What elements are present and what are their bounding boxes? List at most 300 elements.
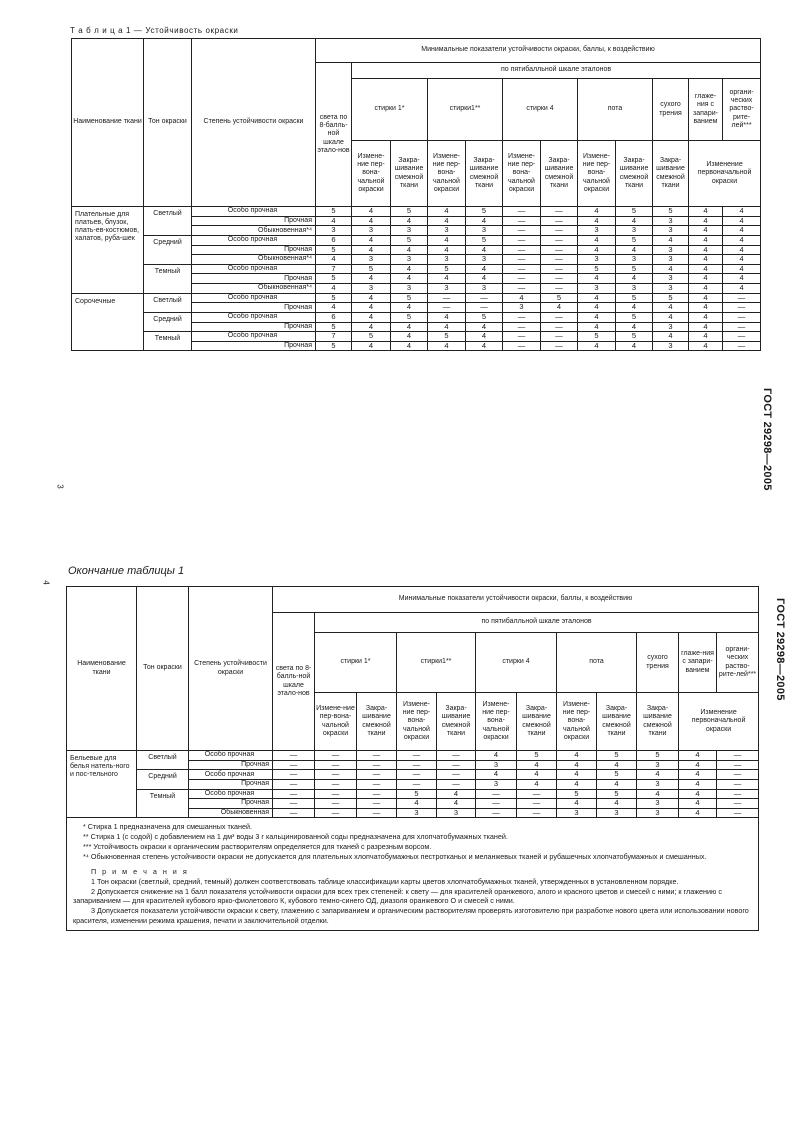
value-cell: 5 (541, 293, 578, 303)
value-cell: — (723, 322, 761, 332)
value-cell: 5 (316, 207, 352, 217)
grade-cell: Обыкновенная*⁴ (192, 226, 316, 236)
value-cell: — (357, 770, 397, 780)
value-cell: — (717, 808, 759, 818)
value-cell: 4 (391, 303, 428, 313)
value-cell: 3 (466, 226, 503, 236)
value-cell: — (541, 207, 578, 217)
table-row (72, 235, 761, 245)
value-cell: — (541, 264, 578, 274)
value-cell: 4 (517, 779, 557, 789)
value-cell: — (517, 799, 557, 809)
value-cell: — (717, 789, 759, 799)
grade-cell: Особо прочная (192, 264, 316, 274)
table-row (67, 751, 759, 761)
value-cell: — (397, 770, 437, 780)
value-cell: — (503, 245, 541, 255)
value-cell: — (397, 760, 437, 770)
value-cell: 3 (476, 760, 517, 770)
value-cell: 3 (637, 799, 679, 809)
grade-cell: Прочная (192, 245, 316, 255)
value-cell: 5 (597, 770, 637, 780)
value-cell: — (541, 255, 578, 265)
value-cell: 4 (557, 799, 597, 809)
page-number: 3 (55, 484, 65, 489)
grade-cell: Прочная (192, 274, 316, 284)
value-cell: 3 (653, 245, 689, 255)
value-cell: 4 (503, 293, 541, 303)
value-cell: 4 (689, 341, 723, 351)
table-caption: Т а б л и ц а 1 — Устойчивость окраски (70, 26, 239, 35)
value-cell: 4 (689, 226, 723, 236)
value-cell: 3 (428, 226, 466, 236)
header-change: Измене-ние пер-вона-чальной окраски (476, 693, 517, 751)
header-org: органи-ческих раство-рите-лей*** (723, 79, 761, 141)
value-cell: 4 (466, 245, 503, 255)
value-cell: — (476, 799, 517, 809)
value-cell: 4 (653, 303, 689, 313)
value-cell: — (723, 341, 761, 351)
value-cell: — (437, 770, 476, 780)
value-cell: 4 (428, 341, 466, 351)
value-cell: 5 (391, 293, 428, 303)
value-cell: 4 (466, 341, 503, 351)
value-cell: 4 (466, 264, 503, 274)
table-row (72, 293, 761, 303)
value-cell: 4 (557, 770, 597, 780)
tone-cell: Темный (144, 332, 192, 351)
grade-cell: Обыкновенная (189, 808, 273, 818)
value-cell: 4 (653, 235, 689, 245)
value-cell: 4 (578, 341, 616, 351)
value-cell: 5 (352, 264, 391, 274)
grade-cell: Особо прочная (189, 789, 273, 799)
value-cell: — (723, 293, 761, 303)
value-cell: 4 (689, 207, 723, 217)
value-cell: 4 (723, 284, 761, 294)
grade-cell: Прочная (192, 322, 316, 332)
value-cell: — (428, 293, 466, 303)
value-cell: 4 (723, 264, 761, 274)
header-wash1: стирки 1* (315, 633, 397, 693)
grade-cell: Особо прочная (192, 312, 316, 322)
value-cell: 5 (391, 207, 428, 217)
tone-cell: Средний (137, 770, 189, 789)
value-cell: 4 (578, 274, 616, 284)
value-cell: — (273, 779, 315, 789)
value-cell: 4 (653, 332, 689, 342)
value-cell: 4 (679, 808, 717, 818)
grade-cell: Прочная (192, 216, 316, 226)
value-cell: — (357, 789, 397, 799)
grade-cell: Обыкновенная*⁴ (192, 284, 316, 294)
gost-label: ГОСТ 29298—2005 (761, 388, 773, 491)
tone-cell: Светлый (137, 751, 189, 770)
value-cell: 3 (616, 255, 653, 265)
header-name: Наименование ткани (72, 39, 144, 207)
value-cell: 4 (578, 245, 616, 255)
value-cell: — (541, 284, 578, 294)
value-cell: 3 (653, 322, 689, 332)
tone-cell: Светлый (144, 293, 192, 312)
value-cell: — (541, 332, 578, 342)
header-grade: Степень устойчивости окраски (192, 39, 316, 207)
tone-cell: Темный (144, 264, 192, 293)
value-cell: 3 (391, 226, 428, 236)
value-cell: — (357, 808, 397, 818)
value-cell: 4 (653, 312, 689, 322)
value-cell: 5 (597, 751, 637, 761)
value-cell: — (723, 303, 761, 313)
value-cell: 3 (391, 255, 428, 265)
value-cell: 4 (352, 207, 391, 217)
page-number: 4 (41, 580, 51, 585)
value-cell: 4 (689, 293, 723, 303)
tone-cell: Светлый (144, 207, 192, 236)
value-cell: 4 (352, 312, 391, 322)
header-stain: Закра-шивание смежной ткани (357, 693, 397, 751)
value-cell: 4 (557, 751, 597, 761)
value-cell: 4 (723, 235, 761, 245)
value-cell: 3 (653, 255, 689, 265)
value-cell: — (717, 779, 759, 789)
value-cell: — (273, 789, 315, 799)
value-cell: 3 (428, 284, 466, 294)
header-light: света по 8-балль-ной шкале этало-нов (273, 613, 315, 751)
value-cell: — (503, 235, 541, 245)
value-cell: 3 (578, 255, 616, 265)
value-cell: 4 (437, 789, 476, 799)
value-cell: 4 (597, 779, 637, 789)
value-cell: — (315, 789, 357, 799)
footnote-4: *⁴ Обыкновенная степень устойчивости окраски не допускается для плательных хлопчатобумажных пестротканых и меланжевых тканей и рубашечных хлопчатобумажных и смешанных. (83, 851, 707, 861)
grade-cell: Обыкновенная*⁴ (192, 255, 316, 265)
value-cell: 4 (391, 332, 428, 342)
value-cell: — (717, 760, 759, 770)
header-stain: Закра-шивание смежной ткани (517, 693, 557, 751)
header-sweat: пота (557, 633, 637, 693)
note-2: 2 Допускается снижение на 1 балл показателя устойчивости окраски для всех трех степеней: к свету — для красителей оранжевого, алого и красного цветов и смесей с ними; к глажению с запариванием — для красителей кубового ярко-фиолетового К, кубового темно-синего ОД, диазоля оранжевого О и смесей с ними. (73, 886, 722, 906)
value-cell: 4 (352, 322, 391, 332)
value-cell: 4 (637, 770, 679, 780)
value-cell: 4 (679, 799, 717, 809)
value-cell: — (717, 751, 759, 761)
value-cell: 3 (653, 341, 689, 351)
value-cell: 4 (437, 799, 476, 809)
value-cell: 4 (689, 274, 723, 284)
header-change: Измене-ние пер-вона-чальной окраски (503, 141, 541, 207)
header-org: органи-ческих раство-рите-лей*** (717, 633, 759, 693)
value-cell: 7 (316, 264, 352, 274)
value-cell: 4 (597, 760, 637, 770)
value-cell: 3 (653, 274, 689, 284)
value-cell: 4 (517, 760, 557, 770)
value-cell: — (517, 808, 557, 818)
value-cell: — (723, 312, 761, 322)
value-cell: 4 (391, 274, 428, 284)
value-cell: 4 (723, 255, 761, 265)
value-cell: 7 (316, 332, 352, 342)
value-cell: 4 (689, 303, 723, 313)
value-cell: 4 (679, 770, 717, 780)
value-cell: 6 (316, 312, 352, 322)
value-cell: 4 (352, 235, 391, 245)
value-cell: 4 (578, 216, 616, 226)
value-cell: 4 (679, 760, 717, 770)
value-cell: 3 (637, 779, 679, 789)
value-cell: 6 (316, 235, 352, 245)
value-cell: 5 (578, 332, 616, 342)
value-cell: 5 (578, 264, 616, 274)
header-change: Измене-ние пер-вона-чальной окраски (578, 141, 616, 207)
value-cell: 4 (689, 235, 723, 245)
header-change: Измене-ние пер-вона-чальной окраски (352, 141, 391, 207)
grade-cell: Особо прочная (189, 751, 273, 761)
footnote-3: *** Устойчивость окраски к органическим растворителям определяется для тканей с разрезным ворсом. (83, 841, 432, 851)
value-cell: 4 (578, 207, 616, 217)
footnote-1: * Стирка 1 предназначена для смешанных тканей. (83, 822, 253, 832)
grade-cell: Прочная (189, 779, 273, 789)
value-cell: 5 (428, 332, 466, 342)
value-cell: 4 (723, 216, 761, 226)
value-cell: 5 (391, 312, 428, 322)
value-cell: — (503, 226, 541, 236)
value-cell: 4 (316, 303, 352, 313)
header-change: Измене-ние пер-вона-чальной окраски (428, 141, 466, 207)
header-stain: Закра-шивание смежной ткани (466, 141, 503, 207)
value-cell: — (466, 303, 503, 313)
value-cell: 5 (653, 207, 689, 217)
header-min: Минимальные показатели устойчивости окраски, баллы, к воздействию (273, 587, 759, 613)
value-cell: 5 (352, 332, 391, 342)
value-cell: 3 (352, 255, 391, 265)
value-cell: 3 (466, 255, 503, 265)
header-tone: Тон окраски (144, 39, 192, 207)
tone-cell: Средний (144, 235, 192, 264)
value-cell: — (437, 760, 476, 770)
value-cell: 4 (391, 322, 428, 332)
header-wash4: стирки 4 (503, 79, 578, 141)
value-cell: — (357, 751, 397, 761)
value-cell: — (541, 322, 578, 332)
stability-table (71, 38, 761, 351)
value-cell: 4 (428, 216, 466, 226)
value-cell: 4 (352, 303, 391, 313)
header-stain: Закра-шивание смежной ткани (437, 693, 476, 751)
value-cell: 4 (466, 322, 503, 332)
header-change: Измене-ние пер-вона-чальной окраски (557, 693, 597, 751)
value-cell: 4 (723, 207, 761, 217)
value-cell: — (397, 751, 437, 761)
value-cell: 4 (466, 274, 503, 284)
grade-cell: Особо прочная (192, 235, 316, 245)
value-cell: 3 (391, 284, 428, 294)
value-cell: 4 (616, 274, 653, 284)
value-cell: 5 (653, 293, 689, 303)
value-cell: 4 (557, 760, 597, 770)
value-cell: 4 (428, 245, 466, 255)
value-cell: 5 (428, 264, 466, 274)
header-change-orig: Изменение первоначальной окраски (679, 693, 759, 751)
value-cell: 4 (597, 799, 637, 809)
value-cell: 5 (316, 341, 352, 351)
header-stain: Закра-шивание смежной ткани (616, 141, 653, 207)
value-cell: 5 (316, 245, 352, 255)
value-cell: 4 (689, 312, 723, 322)
header-change-orig: Изменение первоначальной окраски (689, 141, 761, 207)
value-cell: — (503, 341, 541, 351)
header-stain: Закра-шивание смежной ткани (391, 141, 428, 207)
value-cell: — (466, 293, 503, 303)
value-cell: 4 (352, 245, 391, 255)
fabric-name: Сорочечные (72, 293, 144, 351)
grade-cell: Особо прочная (189, 770, 273, 780)
value-cell: — (717, 799, 759, 809)
value-cell: 5 (466, 207, 503, 217)
value-cell: 3 (653, 284, 689, 294)
value-cell: 4 (689, 264, 723, 274)
value-cell: 3 (316, 226, 352, 236)
value-cell: — (315, 760, 357, 770)
value-cell: 4 (653, 264, 689, 274)
value-cell: 4 (578, 303, 616, 313)
value-cell: 4 (616, 245, 653, 255)
value-cell: 5 (466, 235, 503, 245)
value-cell: 3 (503, 303, 541, 313)
table-row (72, 332, 761, 342)
value-cell: 4 (517, 770, 557, 780)
header-wash1s: стирки1** (397, 633, 476, 693)
header-light: света по 8-балль-ной шкале этало-нов (316, 63, 352, 207)
value-cell: 4 (723, 274, 761, 284)
table-row (72, 312, 761, 322)
table-row (67, 770, 759, 780)
header-wash1s: стирки1** (428, 79, 503, 141)
header-change: Измене-ние пер-вона-чальной окраски (315, 693, 357, 751)
value-cell: 4 (578, 293, 616, 303)
value-cell: — (541, 235, 578, 245)
value-cell: 3 (352, 284, 391, 294)
value-cell: — (541, 226, 578, 236)
value-cell: 4 (689, 245, 723, 255)
header-dry: сухого трения (653, 79, 689, 141)
value-cell: 4 (316, 255, 352, 265)
value-cell: 5 (616, 235, 653, 245)
value-cell: — (437, 779, 476, 789)
value-cell: 5 (616, 332, 653, 342)
note-1: 1 Тон окраски (светлый, средний, темный) должен соответствовать таблице классификации карты цветов хлопчатобумажных тканей, утвержденных в установленном порядке. (91, 876, 679, 886)
value-cell: — (503, 274, 541, 284)
header-tone: Тон окраски (137, 587, 189, 751)
value-cell: 4 (578, 235, 616, 245)
value-cell: — (503, 255, 541, 265)
stability-table-continued (66, 586, 759, 931)
grade-cell: Особо прочная (192, 332, 316, 342)
value-cell: 4 (352, 216, 391, 226)
value-cell: — (357, 779, 397, 789)
header-sweat: пота (578, 79, 653, 141)
value-cell: 4 (578, 322, 616, 332)
value-cell: — (437, 751, 476, 761)
value-cell: 5 (597, 789, 637, 799)
value-cell: 4 (679, 779, 717, 789)
fabric-name: Плательные для платьев, блузок, плать-ев-костюмов, халатов, руба-шек (72, 207, 144, 294)
header-dry: сухого трения (637, 633, 679, 693)
value-cell: 4 (689, 332, 723, 342)
value-cell: 4 (352, 341, 391, 351)
value-cell: — (503, 322, 541, 332)
value-cell: 4 (616, 322, 653, 332)
value-cell: — (273, 808, 315, 818)
grade-cell: Прочная (189, 799, 273, 809)
grade-cell: Прочная (192, 341, 316, 351)
value-cell: 4 (616, 216, 653, 226)
notes-title: П р и м е ч а н и я (91, 867, 189, 877)
value-cell: — (717, 770, 759, 780)
value-cell: 3 (616, 226, 653, 236)
value-cell: — (428, 303, 466, 313)
value-cell: — (315, 799, 357, 809)
value-cell: 4 (679, 751, 717, 761)
value-cell: — (503, 216, 541, 226)
value-cell: — (397, 779, 437, 789)
value-cell: 4 (428, 322, 466, 332)
value-cell: 4 (679, 789, 717, 799)
header-iron: глаже-ния с запари-ванием (689, 79, 723, 141)
value-cell: 5 (637, 751, 679, 761)
value-cell: 4 (723, 245, 761, 255)
header-min: Минимальные показатели устойчивости окраски, баллы, к воздействию (316, 39, 761, 63)
value-cell: — (723, 332, 761, 342)
value-cell: 4 (689, 216, 723, 226)
value-cell: 4 (391, 341, 428, 351)
value-cell: — (357, 760, 397, 770)
value-cell: 3 (397, 808, 437, 818)
header-stain: Закра-шивание смежной ткани (637, 693, 679, 751)
grade-cell: Прочная (189, 760, 273, 770)
value-cell: 5 (466, 312, 503, 322)
value-cell: 3 (352, 226, 391, 236)
value-cell: 4 (578, 312, 616, 322)
value-cell: 3 (578, 226, 616, 236)
value-cell: — (273, 799, 315, 809)
value-cell: — (315, 808, 357, 818)
header-grade: Степень устойчивости окраски (189, 587, 273, 751)
value-cell: — (541, 245, 578, 255)
value-cell: 4 (391, 245, 428, 255)
value-cell: 5 (616, 207, 653, 217)
table-row (72, 207, 761, 217)
value-cell: — (503, 284, 541, 294)
value-cell: 3 (616, 284, 653, 294)
table-row (67, 789, 759, 799)
tone-cell: Средний (144, 312, 192, 331)
value-cell: — (476, 808, 517, 818)
value-cell: 3 (653, 226, 689, 236)
value-cell: 5 (517, 751, 557, 761)
value-cell: — (503, 332, 541, 342)
footnote-2: ** Стирка 1 (с содой) с добавлением на 1 дм³ воды 3 г кальцинированной соды предназначена для хлопчатобумажных тканей. (83, 832, 508, 842)
gost-label: ГОСТ 29298—2005 (774, 598, 786, 701)
value-cell: — (517, 789, 557, 799)
value-cell: 4 (723, 226, 761, 236)
value-cell: 4 (428, 312, 466, 322)
value-cell: 4 (391, 264, 428, 274)
value-cell: 3 (466, 284, 503, 294)
header-five: по пятибалльной шкале эталонов (352, 63, 761, 79)
value-cell: — (315, 751, 357, 761)
value-cell: 4 (466, 216, 503, 226)
